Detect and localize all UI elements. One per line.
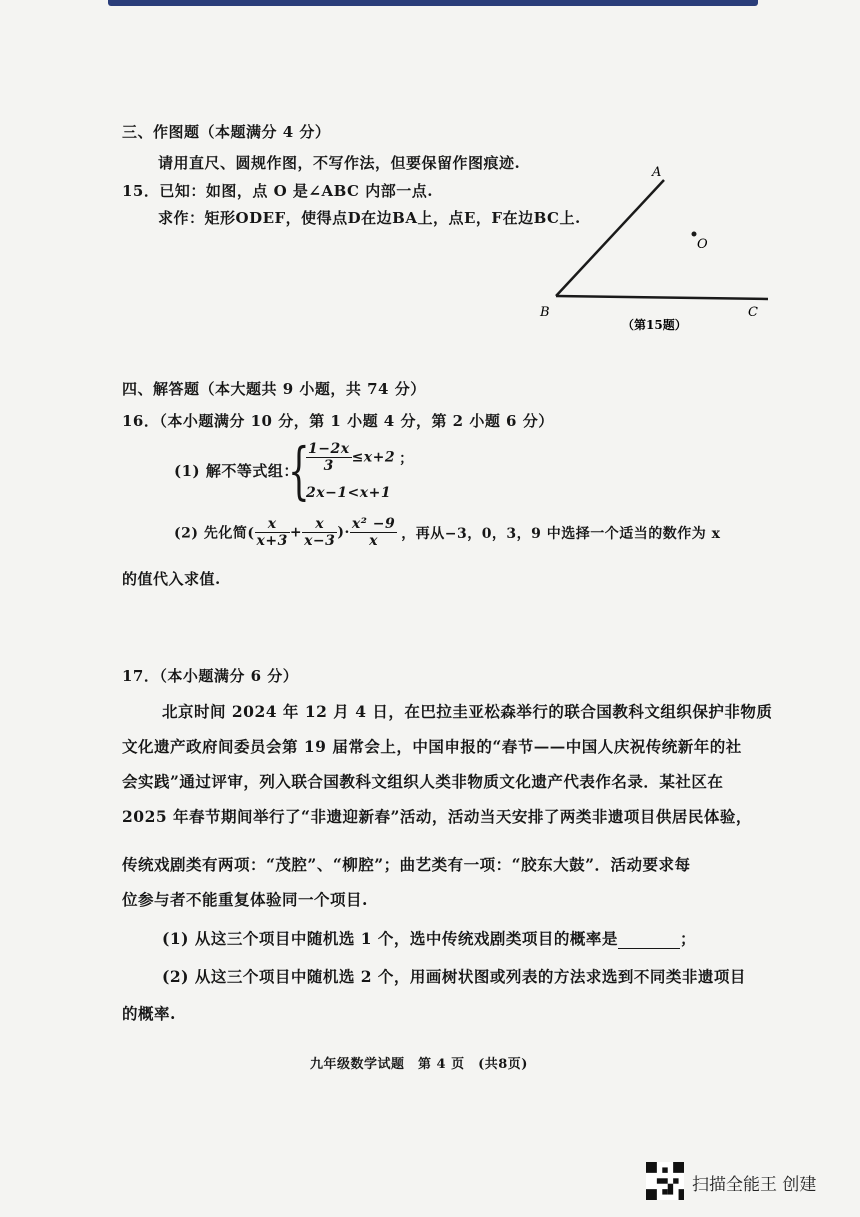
- q17-part1-text: (1) 从这三个项目中随机选 1 个，选中传统戏剧类项目的概率是: [162, 929, 618, 948]
- top-edge-bar: [108, 0, 758, 6]
- q17-para-line1: 北京时间 2024 年 12 月 4 日，在巴拉圭亚松森举行的联合国教科文组织保护非物质: [162, 702, 773, 721]
- system-brace: {: [288, 434, 310, 507]
- ineq1-rhs: ≤x+2: [351, 449, 396, 466]
- q16-part2-label: (2) 先化简(: [174, 525, 255, 542]
- q15-given: 15．已知：如图，点 O 是∠ABC 内部一点.: [122, 182, 433, 200]
- ray-ba: [556, 180, 664, 296]
- f3-num: x² −9: [351, 516, 396, 532]
- q17-para-line2: 文化遗产政府间委员会第 19 届常会上，中国申报的“春节——中国人庆祝传统新年的社: [122, 737, 742, 756]
- q16-part2-tail: ，再从−3，0，3，9 中选择一个适当的数作为 x: [401, 525, 721, 542]
- ineq1-denominator: 3: [323, 458, 334, 474]
- q16-part1-label: (1) 解不等式组：: [174, 462, 299, 480]
- f2-num: x: [302, 516, 337, 533]
- q17-para-line4: 2025 年春节期间举行了“非遗迎新春”活动，活动当天安排了两类非遗项目供居民体验，: [122, 807, 752, 826]
- q17-para-line5: 传统戏剧类有两项：“茂腔”、“柳腔”；曲艺类有一项：“胶东大鼓”．活动要求每: [122, 855, 691, 874]
- label-b: B: [540, 305, 550, 320]
- qr-code-icon: [646, 1162, 684, 1200]
- ray-bc: [556, 296, 768, 299]
- section4-heading: 四、解答题（本大题共 9 小题，共 74 分）: [122, 380, 426, 398]
- q16-ineq2: 2x−1<x+1: [306, 485, 392, 501]
- figure-caption: （第15题）: [622, 318, 687, 332]
- label-a: A: [652, 165, 662, 180]
- ineq-end: ；: [399, 450, 414, 467]
- q17-header: 17．（本小题满分 6 分）: [122, 667, 299, 685]
- q16-ineq1: [306, 441, 414, 474]
- page-footer: 九年级数学试题 第 4 页 (共8页): [310, 1057, 528, 1072]
- q17-part1: [162, 927, 696, 949]
- section3-instruction: 请用直尺、圆规作图，不写作法，但要保留作图痕迹.: [158, 154, 521, 172]
- point-o: [692, 232, 697, 237]
- f1-num: x: [255, 516, 290, 533]
- section3-heading: 三、作图题（本题满分 4 分）: [122, 123, 331, 141]
- f1-den: x+3: [256, 533, 288, 549]
- q17-part1-end: ；: [679, 929, 696, 948]
- f2-den: x−3: [304, 533, 336, 549]
- q15-construct: 求作：矩形ODEF，使得点D在边BA上，点E，F在边BC上.: [158, 209, 581, 227]
- f3-den: x: [369, 533, 378, 549]
- answer-blank: [618, 934, 680, 949]
- q17-para-line3: 会实践”通过评审，列入联合国教科文组织人类非物质文化遗产代表作名录．某社区在: [122, 772, 724, 791]
- label-o: O: [697, 237, 708, 252]
- q16-part2-line2: 的值代入求值.: [122, 570, 221, 588]
- ineq1-numerator: 1−2x: [308, 441, 350, 457]
- q17-para-line6: 位参与者不能重复体验同一个项目.: [122, 890, 368, 909]
- q17-part2-line1: (2) 从这三个项目中随机选 2 个，用画树状图或列表的方法求选到不同类非遗项目: [162, 967, 746, 986]
- q16-part2: [174, 516, 721, 549]
- q17-part2-line2: 的概率.: [122, 1004, 176, 1023]
- label-c: C: [748, 305, 758, 320]
- scanner-watermark: 扫描全能王 创建: [692, 1175, 817, 1195]
- plus-sign: +: [289, 524, 303, 541]
- q16-header: 16．（本小题满分 10 分，第 1 小题 4 分，第 2 小题 6 分）: [122, 412, 554, 430]
- q15-figure: [530, 150, 780, 340]
- close-dot: )·: [337, 524, 350, 541]
